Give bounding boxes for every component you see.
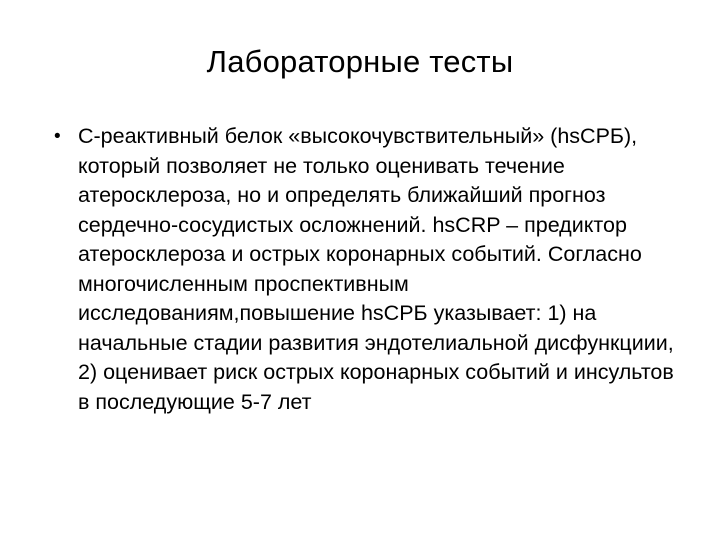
page-title: Лабораторные тесты xyxy=(206,44,514,79)
list-item-text: С-реактивный белок «высокочувствительный» (hsСРБ), который позволяет не только оценивать течение атеросклероза, но и определять ближайший прогноз сердечно-сосудистых осложнений. hsCRP – предиктор атеросклероза и острых коронарных событий. Согласно многочисленным проспективным исследованиям,повышение hsСРБ указывает: 1) на начальные стадии развития эндотелиальной дисфункциии, 2) оценивает риск острых коронарных событий и инсультов в последующие 5-7 лет xyxy=(78,124,674,414)
bullet-icon: • xyxy=(54,126,61,147)
list-item xyxy=(40,122,680,417)
slide-body xyxy=(40,122,680,417)
